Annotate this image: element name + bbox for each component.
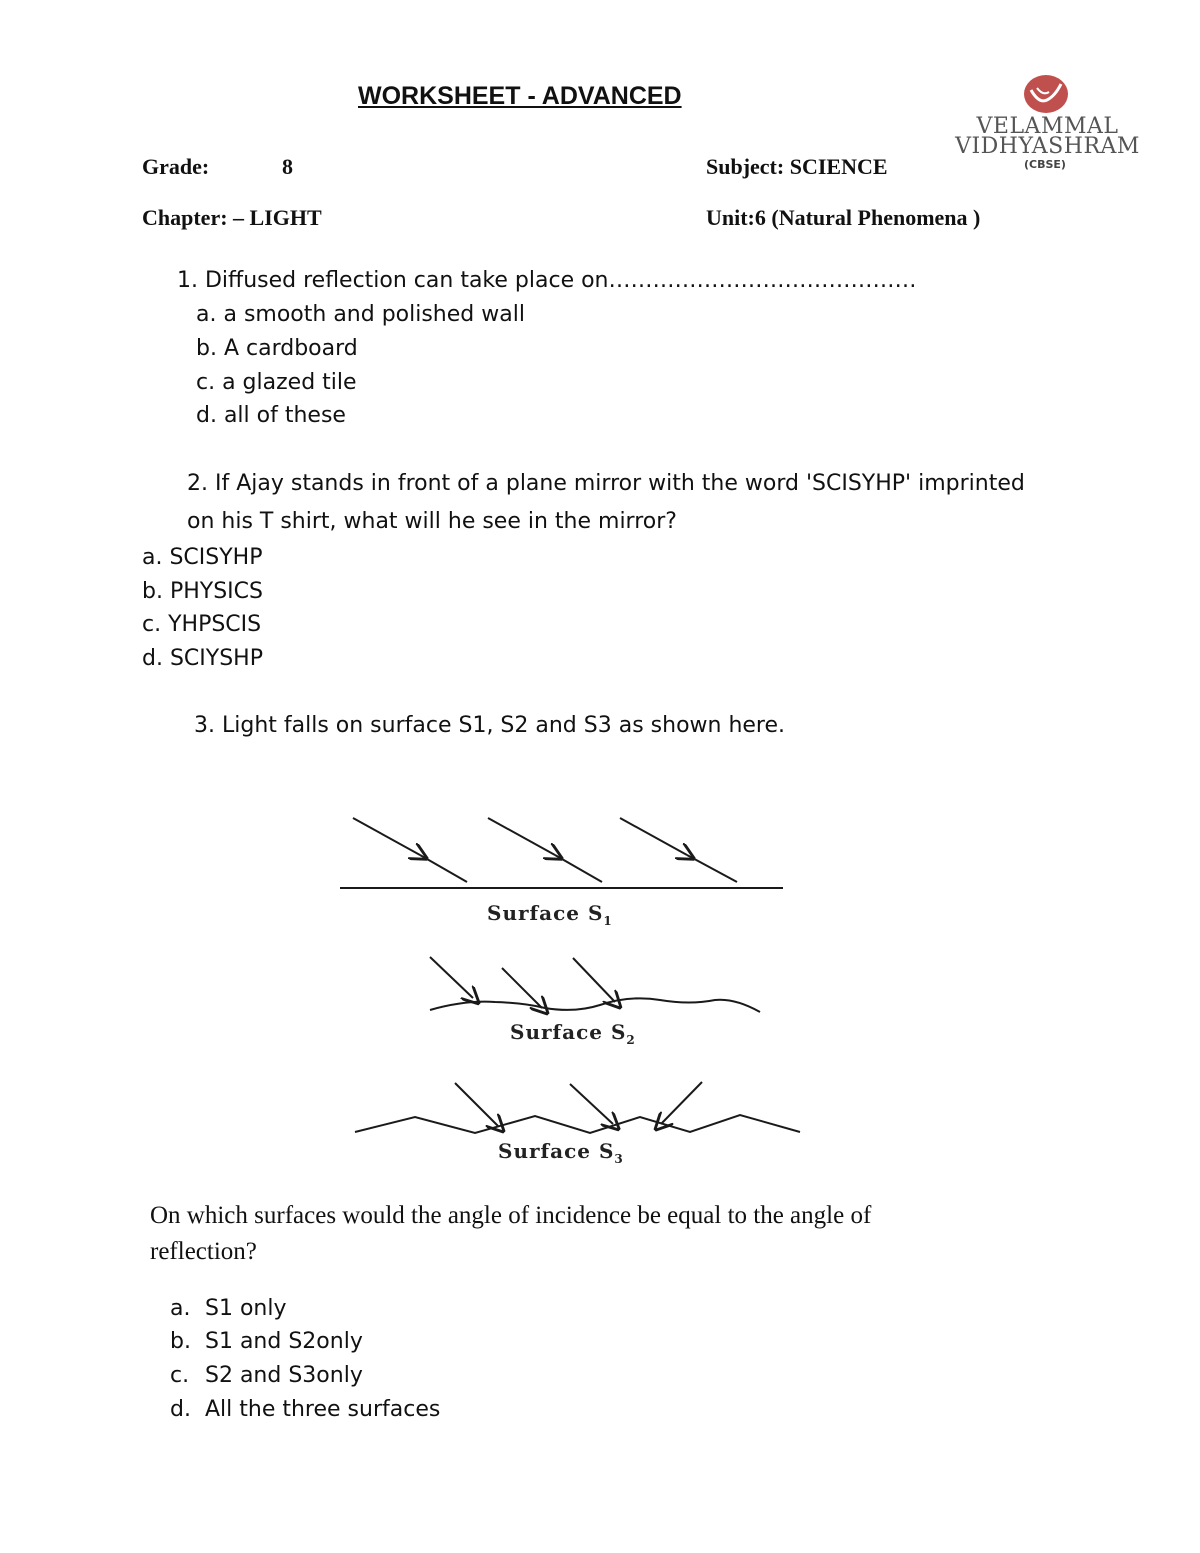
q2-question-line-2: on his T shirt, what will he see in the mirror? <box>187 509 677 534</box>
q2-option-d: d. SCIYSHP <box>142 646 263 671</box>
q3-intro: 3. Light falls on surface S1, S2 and S3 as shown here. <box>194 713 786 738</box>
q3-option-b-text: S1 and S2only <box>205 1329 363 1354</box>
q2-option-b: b. PHYSICS <box>142 579 263 604</box>
q3-option-a-letter: a. <box>170 1296 191 1321</box>
grade-value: 8 <box>282 154 293 179</box>
chapter-label: Chapter: – LIGHT <box>142 205 322 230</box>
q3-option-b-letter: b. <box>170 1329 191 1354</box>
unit-label: Unit:6 (Natural Phenomena ) <box>706 205 981 230</box>
q1-option-d: d. all of these <box>196 403 346 428</box>
q3-option-d-text: All the three surfaces <box>205 1397 441 1422</box>
q2-question-line-1: 2. If Ajay stands in front of a plane mirror with the word 'SCISYHP' imprinted <box>187 471 1025 496</box>
q3-option-d-letter: d. <box>170 1397 191 1422</box>
q3-question: On which surfaces would the angle of incidence be equal to the angle of reflection? <box>150 1202 872 1265</box>
q3-option-a-text: S1 only <box>205 1296 287 1321</box>
q3-option-c-letter: c. <box>170 1363 190 1388</box>
subject-label: Subject: SCIENCE <box>706 154 888 179</box>
logo-line-2: VIDHYASHRAM <box>955 134 1140 159</box>
worksheet-title: WORKSHEET - ADVANCED <box>358 82 682 110</box>
surface-s2 <box>430 957 760 1012</box>
surface-s3 <box>355 1082 800 1133</box>
q3-option-c-text: S2 and S3only <box>205 1363 363 1388</box>
q1-question: 1. Diffused reflection can take place on…………………………………… <box>177 268 917 293</box>
logo-line-1: VELAMMAL <box>976 114 1119 139</box>
q2-option-a: a. SCISYHP <box>142 545 263 570</box>
surface-s3-label: Surface $S_3$ <box>498 1139 624 1166</box>
grade-label: Grade: <box>142 154 210 179</box>
surface-s1 <box>340 818 783 888</box>
logo-emblem-icon <box>1023 74 1069 114</box>
surface-s1-label: Surface $S_1$ <box>487 901 613 928</box>
q1-option-b: b. A cardboard <box>196 336 358 361</box>
reflection-figure <box>330 805 820 1175</box>
q1-option-a: a. a smooth and polished wall <box>196 302 525 327</box>
q2-option-c: c. YHPSCIS <box>142 612 262 637</box>
logo-line-3: (CBSE) <box>1024 158 1066 171</box>
school-logo <box>945 74 1150 178</box>
q1-option-c: c. a glazed tile <box>196 370 357 395</box>
surface-s2-label: Surface $S_2$ <box>510 1020 636 1047</box>
